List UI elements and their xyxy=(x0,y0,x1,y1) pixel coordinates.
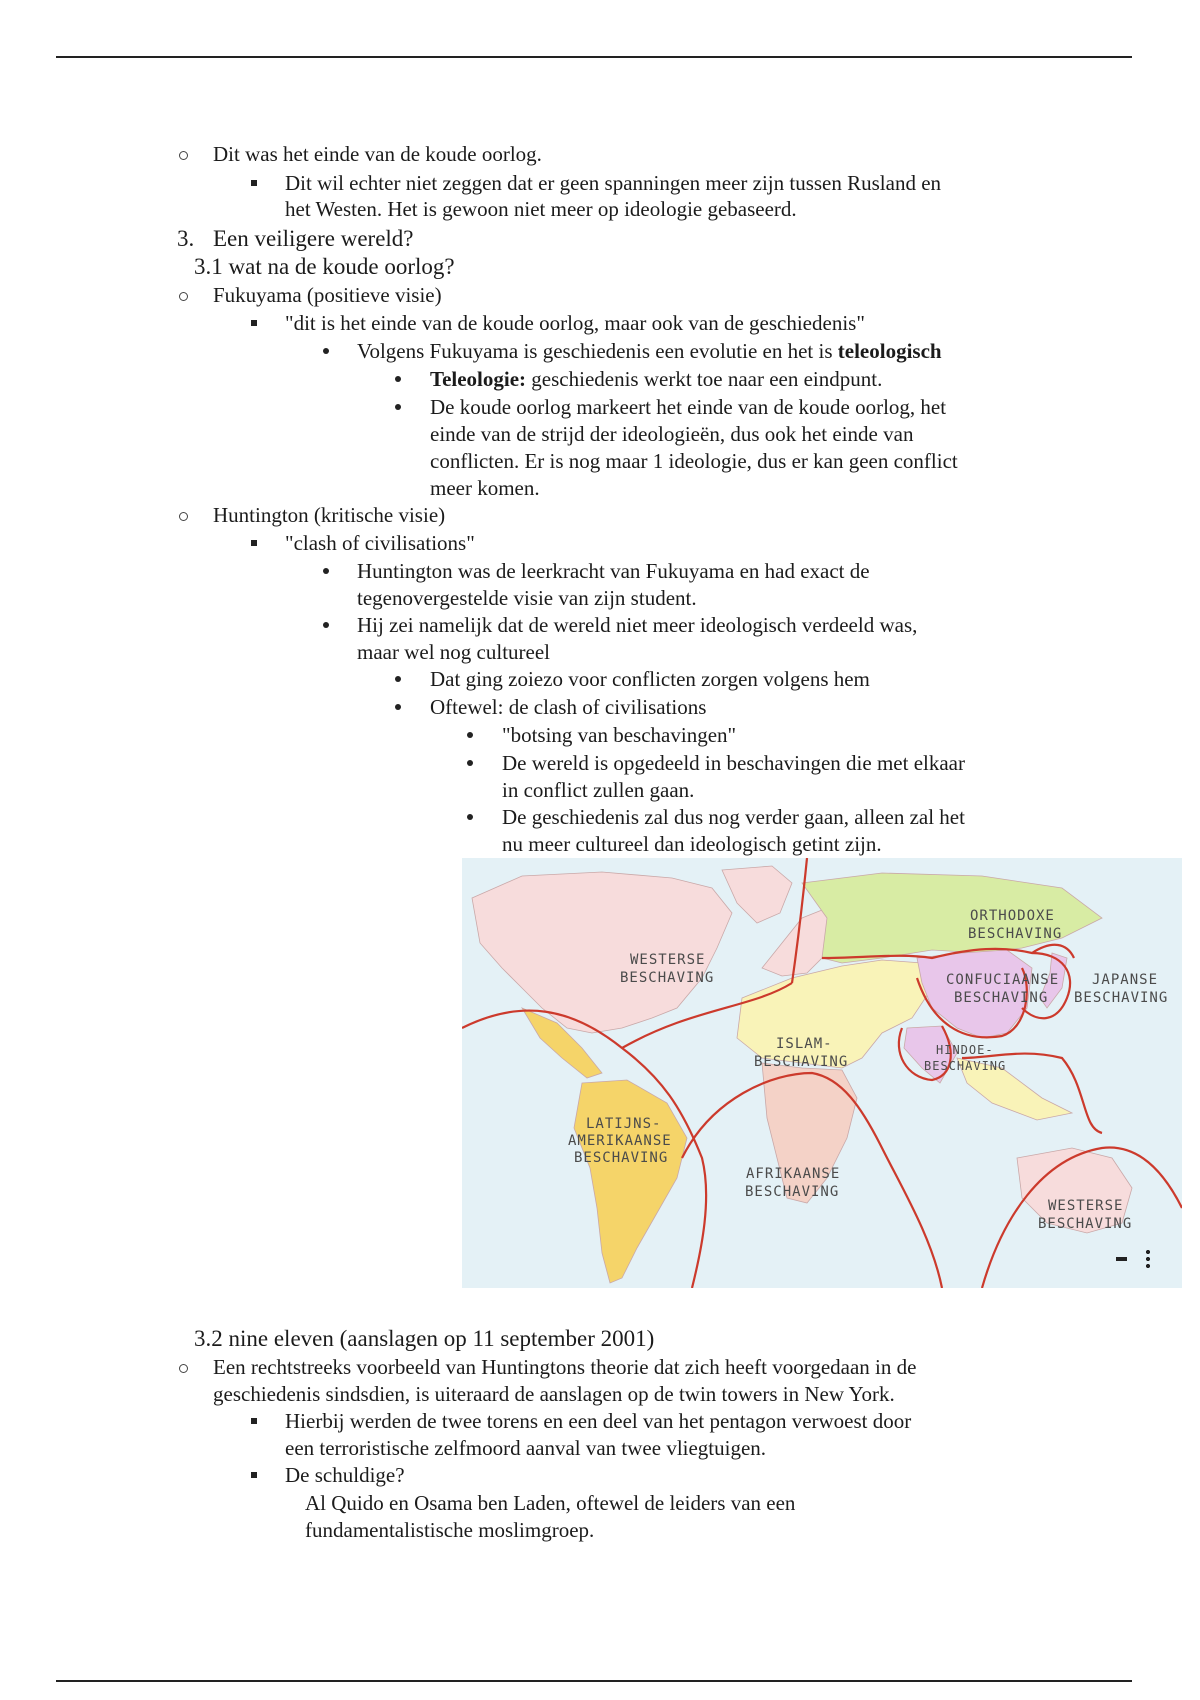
text-line: fundamentalistische moslimgroep. xyxy=(305,1518,595,1542)
map-label-text: ORTHODOXE xyxy=(970,908,1055,924)
text-line: "clash of civilisations" xyxy=(285,531,475,555)
image-menu[interactable] xyxy=(1108,1248,1164,1270)
map-label-text: BESCHAVING xyxy=(1038,1216,1133,1232)
text-line: meer komen. xyxy=(430,476,540,500)
text-line: Fukuyama (positieve visie) xyxy=(213,283,442,307)
text-line: Oftewel: de clash of civilisations xyxy=(430,695,707,719)
bold-term: Teleologie: xyxy=(430,367,527,391)
text-line: Dit was het einde van de koude oorlog. xyxy=(213,142,542,166)
text-line xyxy=(430,366,882,393)
text-line: nu meer cultureel dan ideologisch getint zijn. xyxy=(502,832,882,856)
text-line: in conflict zullen gaan. xyxy=(502,778,695,802)
dot-bullet xyxy=(323,622,329,628)
text-span: Volgens Fukuyama is geschiedenis een evolutie en het is xyxy=(357,339,838,363)
square-bullet xyxy=(251,540,257,546)
text-line: maar wel nog cultureel xyxy=(357,640,550,664)
world-map-svg xyxy=(462,858,1182,1288)
square-bullet xyxy=(251,320,257,326)
text-line: conflicten. Er is nog maar 1 ideologie, dus er kan geen conflict xyxy=(430,449,958,473)
square-bullet xyxy=(251,180,257,186)
map-label-text: ISLAM- xyxy=(776,1036,833,1052)
map-label-text: BESCHAVING xyxy=(574,1150,669,1166)
map-label-text: AMERIKAANSE xyxy=(568,1133,672,1149)
map-label-text: AFRIKAANSE xyxy=(746,1166,841,1182)
text-line: einde van de strijd der ideologieën, dus ook het einde van xyxy=(430,422,914,446)
text-line: Al Quido en Osama ben Laden, oftewel de leiders van een xyxy=(305,1491,796,1515)
text-line: "dit is het einde van de koude oorlog, maar ook van de geschiedenis" xyxy=(285,311,865,335)
text-line: Huntington was de leerkracht van Fukuyama en had exact de xyxy=(357,559,870,583)
top-rule xyxy=(56,56,1132,58)
map-label-text: BESCHAVING xyxy=(924,1059,1007,1073)
circle-bullet xyxy=(179,1364,188,1373)
civilizations-map xyxy=(462,858,1182,1288)
text-line: De koude oorlog markeert het einde van de koude oorlog, het xyxy=(430,395,947,419)
dot-bullet xyxy=(395,704,401,710)
circle-bullet xyxy=(179,512,188,521)
square-bullet xyxy=(251,1418,257,1424)
text-line: De schuldige? xyxy=(285,1463,405,1487)
circle-bullet xyxy=(179,151,188,160)
map-label-text: BESCHAVING xyxy=(968,926,1063,942)
dot-bullet xyxy=(467,760,473,766)
map-label-text: WESTERSE xyxy=(630,952,706,968)
dot-bullet xyxy=(395,376,401,382)
map-label-text: BESCHAVING xyxy=(745,1184,840,1200)
map-label-text: HINDOE- xyxy=(936,1043,994,1057)
dot-bullet xyxy=(467,732,473,738)
map-label-text: BESCHAVING xyxy=(620,970,715,986)
map-label-text: BESCHAVING xyxy=(754,1054,849,1070)
bold-term: teleologisch xyxy=(837,339,942,363)
bottom-rule xyxy=(56,1680,1132,1682)
map-label-text: LATIJNS- xyxy=(586,1116,662,1132)
text-line: Dat ging zoiezo voor conflicten zorgen volgens hem xyxy=(430,667,870,691)
square-bullet xyxy=(251,1472,257,1478)
text-line: een terroristische zelfmoord aanval van twee vliegtuigen. xyxy=(285,1436,767,1460)
text-line: "botsing van beschavingen" xyxy=(502,723,737,747)
circle-bullet xyxy=(179,292,188,301)
more-vertical-icon[interactable] xyxy=(1146,1250,1150,1268)
dot-bullet xyxy=(467,814,473,820)
text-line: De geschiedenis zal dus nog verder gaan, alleen zal het xyxy=(502,805,965,829)
map-label-text: WESTERSE xyxy=(1048,1198,1124,1214)
section-heading: Een veiligere wereld? xyxy=(213,226,414,251)
heading-number: 3. xyxy=(177,226,195,251)
subsection-heading: 3.2 nine eleven (aanslagen op 11 september 2001) xyxy=(194,1326,655,1351)
text-line: Huntington (kritische visie) xyxy=(213,503,446,527)
dot-bullet xyxy=(323,568,329,574)
text-line: Dit wil echter niet zeggen dat er geen spanningen meer zijn tussen Rusland en xyxy=(285,171,942,195)
text-line: geschiedenis sindsdien, is uiteraard de aanslagen op de twin towers in New York. xyxy=(213,1382,895,1406)
minus-icon[interactable] xyxy=(1116,1257,1127,1261)
text-line: Een rechtstreeks voorbeeld van Huntingtons theorie dat zich heeft voorgedaan in de xyxy=(213,1355,917,1379)
subsection-heading: 3.1 wat na de koude oorlog? xyxy=(194,254,455,279)
text-line: Hierbij werden de twee torens en een deel van het pentagon verwoest door xyxy=(285,1409,912,1433)
map-label-text: BESCHAVING xyxy=(954,990,1049,1006)
text-line: tegenovergestelde visie van zijn student. xyxy=(357,586,697,610)
dot-bullet xyxy=(323,348,329,354)
text-line xyxy=(357,338,942,365)
text-line: Hij zei namelijk dat de wereld niet meer ideologisch verdeeld was, xyxy=(357,613,918,637)
text-line: het Westen. Het is gewoon niet meer op ideologie gebaseerd. xyxy=(285,197,797,221)
text-span: geschiedenis werkt toe naar een eindpunt. xyxy=(526,367,883,391)
map-label-text: BESCHAVING xyxy=(1074,990,1169,1006)
map-label-text: CONFUCIAANSE xyxy=(946,972,1060,988)
map-label-text: JAPANSE xyxy=(1092,972,1159,988)
text-line: De wereld is opgedeeld in beschavingen die met elkaar xyxy=(502,751,965,775)
dot-bullet xyxy=(395,676,401,682)
dot-bullet xyxy=(395,404,401,410)
